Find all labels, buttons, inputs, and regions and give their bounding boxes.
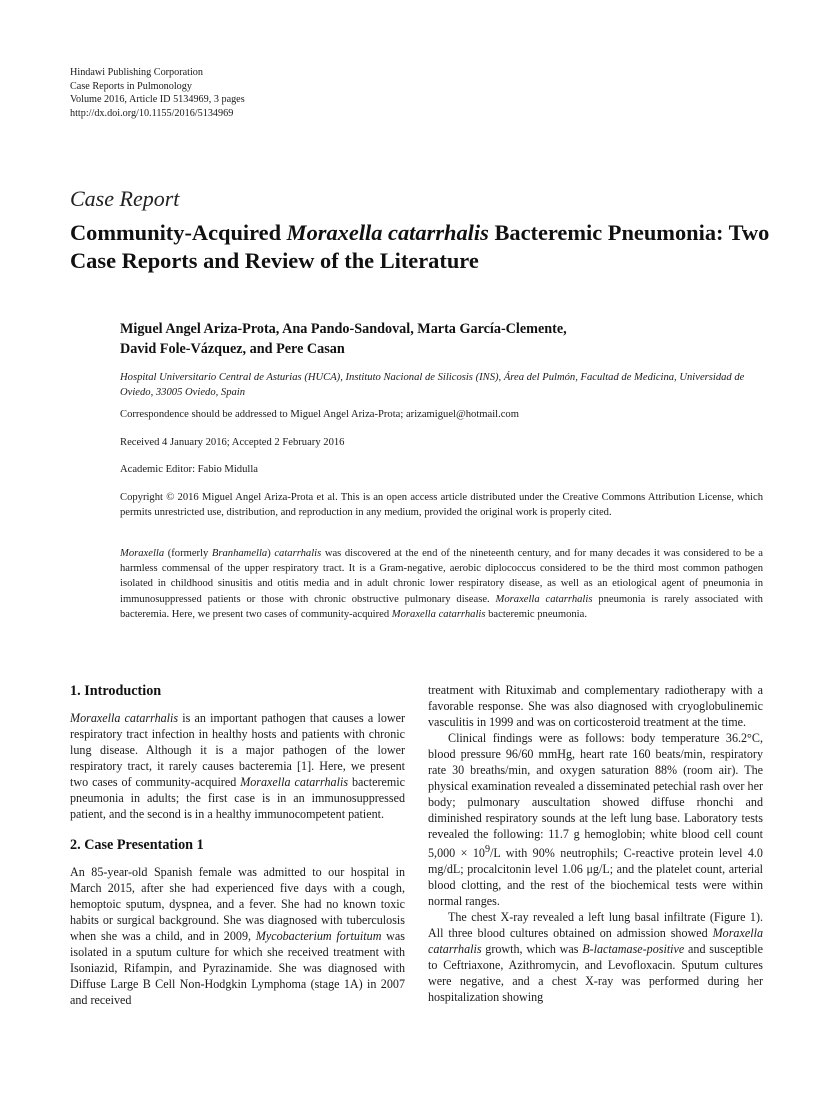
paragraph-italic: Moraxella catarrhalis [428, 926, 763, 957]
paragraph-text: bacteremic pneumonia in adults; the first case is in an immunosuppressed patient, and the second is in a healthy immunocompetent patient. [70, 775, 405, 821]
chest-xray-paragraph [428, 909, 763, 1005]
abstract [120, 546, 763, 622]
clinical-findings-paragraph [428, 730, 763, 909]
title-part-1: Community-Acquired [70, 220, 287, 245]
title-part-2: Bacteremic Pneumonia: Two Case Reports and Review of the Literature [70, 220, 770, 273]
volume-info: Volume 2016, Article ID 5134969, 3 pages [70, 94, 245, 106]
authors-line-1: Miguel Angel Ariza-Prota, Ana Pando-Sandoval, Marta García-Clemente, [120, 321, 567, 337]
abstract-text: ) [267, 548, 275, 559]
authors-line-2: David Fole-Vázquez, and Pere Casan [120, 341, 345, 357]
paragraph-text: and susceptible to Ceftriaxone, Azithromycin, and Levofloxacin. Sputum cultures were negative, and a chest X-ray was performed during her hospitalization showing [428, 942, 763, 1005]
paragraph-text: was isolated in a sputum culture for which she received treatment with Isoniazid, Rifampin, and Pyrazinamide. She was diagnosed with Diffuse Large B Cell Non-Hodgkin Lymphoma (stage 1A) in 2007 and received [70, 929, 405, 1007]
correspondence: Correspondence should be addressed to Miguel Angel Ariza-Prota; arizamiguel@hotmail.com [120, 409, 519, 420]
superscript: 9 [484, 844, 491, 855]
abstract-italic: Moraxella catarrhalis [391, 608, 486, 620]
paragraph-text: An 85-year-old Spanish female was admitted to our hospital in March 2015, after she had experienced five days with a cough, hemoptoic sputum, dyspnea, and a fever. She had no known toxic habits or surgical background. She was diagnosed with tuberculosis when she was a child, and in 2009, [70, 865, 405, 943]
author-list [120, 319, 720, 359]
paragraph-italic: Moraxella catarrhalis [240, 775, 349, 789]
section-heading-case-1: 2. Case Presentation 1 [70, 837, 204, 853]
paragraph-text: The chest X-ray revealed a left lung basal infiltrate (Figure 1). All three blood cultures obtained on admission showed [428, 910, 763, 941]
affiliation: Hospital Universitario Central de Asturias (HUCA), Instituto Nacional de Silicosis (INS), Área del Pulmón, Facultad de Medicina, Universidad de Oviedo, 33005 Oviedo, Spain [120, 372, 745, 398]
journal-name: Case Reports in Pulmonology [70, 80, 192, 92]
journal-header [70, 66, 245, 120]
received-dates: Received 4 January 2016; Accepted 2 February 2016 [120, 437, 345, 448]
paragraph-italic: B-lactamase-positive [582, 942, 685, 957]
right-column [428, 682, 763, 1005]
section-heading-introduction: 1. Introduction [70, 683, 162, 699]
abstract-italic: Moraxella [120, 548, 165, 559]
abstract-italic: Moraxella catarrhalis [495, 593, 593, 605]
copyright-notice: Copyright © 2016 Miguel Angel Ariza-Prota et al. This is an open access article distributed under the Creative Commons Attribution License, which permits unrestricted use, distribution, and reproduction in any medium, provided the original work is properly cited. [120, 492, 763, 518]
article-type: Case Report [70, 186, 180, 211]
left-column [70, 682, 405, 1008]
abstract-text: pneumonia is rarely associated with bacteremia. Here, we present two cases of community-acquired [120, 593, 763, 620]
abstract-italic: Branhamella [211, 548, 268, 559]
academic-editor: Academic Editor: Fabio Midulla [120, 464, 258, 475]
title-organism: Moraxella catarrhalis [286, 220, 489, 245]
case-1-history-paragraph: treatment with Rituximab and complementary radiotherapy with a favorable response. She was also diagnosed with cryoglobulinemic vasculitis in 1999 and was on corticosteroid treatment at the time. [428, 683, 763, 729]
paragraph-text: /L with 90% neutrophils; C-reactive protein level 4.0 mg/dL; procalcitonin level 1.06 μg/L; and the platelet count, arterial blood clotting, and the rest of the biochemical tests were within normal ranges. [428, 846, 763, 909]
paragraph-italic: Moraxella catarrhalis [70, 711, 179, 725]
case-1-paragraph [70, 864, 405, 1008]
doi-link[interactable]: http://dx.doi.org/10.1155/2016/5134969 [70, 107, 234, 119]
article-title [70, 219, 770, 275]
paragraph-italic: Mycobacterium fortuitum [255, 929, 382, 943]
abstract-italic: catarrhalis [274, 548, 322, 559]
publisher-name: Hindawi Publishing Corporation [70, 67, 203, 78]
abstract-text: bacteremic pneumonia. [485, 608, 587, 620]
abstract-text: was discovered at the end of the nineteenth century, and for many decades it was considered to be a harmless commensal of the upper respiratory tract. It is a Gram-negative, aerobic diplococcus considered to be the third most common pathogen isolated in childhood sinusitis and otitis media and in adult chronic lower respiratory disease, as well as an etiological agent of pneumonia in immunosuppressed patients or those with chronic obstructive pulmonary disease. [120, 548, 763, 605]
introduction-paragraph [70, 710, 405, 822]
paragraph-text: is an important pathogen that causes a lower respiratory tract infection in healthy hosts and patients with chronic lung disease. Although it is a major pathogen of the lower respiratory tract, it rarely causes bacteremia [1]. Here, we present two cases of community-acquired [70, 711, 406, 789]
abstract-text: (formerly [164, 548, 212, 559]
paragraph-text: Clinical findings were as follows: body temperature 36.2°C, blood pressure 96/60 mmHg, heart rate 160 beats/min, respiratory rate 30 breaths/min, and oxygen saturation 88% (room air). The physical examination revealed a disseminated petechial rash over her body; pulmonary auscultation showed diffuse rhonchi and diminished respiratory sounds at the left lung base. Laboratory tests revealed the following: 11.7 g hemoglobin; white blood cell count 5,000 × 10 [428, 731, 763, 861]
paragraph-text: growth, which was [481, 942, 583, 957]
